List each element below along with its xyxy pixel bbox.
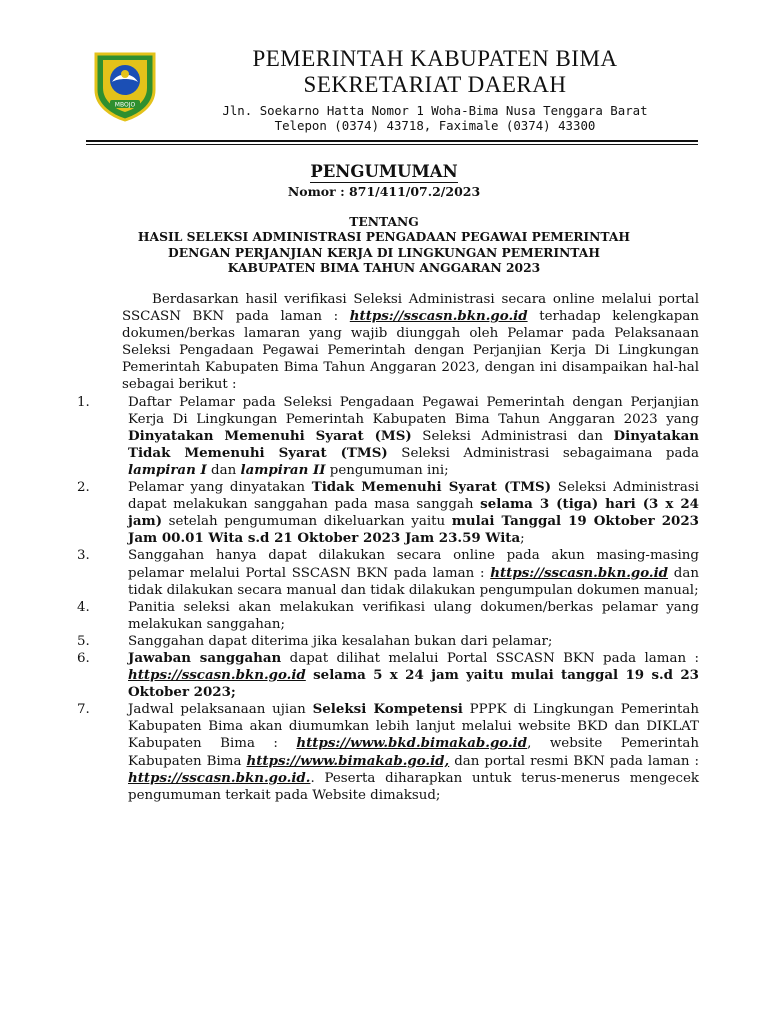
subject-line-4: KABUPATEN BIMA TAHUN ANGGARAN 2023: [227, 259, 541, 275]
letterhead-rule-thick: [86, 140, 698, 142]
link-bimakab[interactable]: https://www.bimakab.go.id,: [246, 752, 450, 769]
item-number: 5.: [77, 633, 90, 649]
announcement-items: [77, 394, 700, 804]
link-sscasn[interactable]: https://sscasn.bkn.go.id: [349, 308, 528, 325]
item-bold: Jawaban sanggahan: [128, 649, 282, 666]
item-text: . Peserta diharapkan untuk terus-menerus mengecek pengumuman terkait pada Website dimaksud;: [128, 770, 699, 803]
item-bold-italic: lampiran I: [128, 461, 207, 478]
item-text: Seleksi Administrasi sebagaimana pada: [387, 445, 700, 461]
letterhead-government: PEMERINTAH KABUPATEN BIMA: [252, 46, 618, 71]
announcement-body: [77, 291, 700, 804]
list-item: [77, 599, 699, 633]
list-item: [77, 633, 699, 650]
kabupaten-bima-emblem-icon: [92, 50, 158, 122]
item-number: 7.: [77, 702, 90, 718]
letterhead-secretariat: SEKRETARIAT DAERAH: [303, 72, 567, 97]
item-text: Daftar Pelamar pada Seleksi Pengadaan Pegawai Pemerintah dengan Perjanjian Kerja Di Lingkungan Pemerintah Kabupaten Bima Tahun Anggaran 2023 yang: [128, 394, 699, 427]
item-text: Seleksi Administrasi dapat melakukan sanggahan pada masa sanggah: [128, 480, 699, 513]
item-bold-italic: lampiran II: [240, 461, 326, 478]
item-bold: Tidak Memenuhi Syarat (TMS): [311, 479, 552, 496]
link-sscasn[interactable]: https://sscasn.bkn.go.id.: [128, 769, 311, 786]
intro-paragraph: [122, 291, 699, 394]
item-text: Panitia seleksi akan melakukan verifikasi ulang dokumen/berkas pelamar yang melakukan sanggahan;: [128, 599, 699, 632]
item-text: ;: [520, 531, 525, 547]
item-text: dan: [206, 462, 241, 478]
list-item: [77, 394, 700, 479]
item-text: Seleksi Administrasi dan: [411, 428, 614, 444]
item-text: Sanggahan dapat diterima jika kesalahan bukan dari pelamar;: [128, 633, 553, 649]
link-bkd[interactable]: https://www.bkd.bimakab.go.id: [296, 735, 528, 752]
item-bold: Seleksi Kompetensi: [312, 701, 463, 718]
item-text: Pelamar yang dinyatakan: [128, 480, 312, 496]
link-sscasn[interactable]: https://sscasn.bkn.go.id: [490, 564, 669, 581]
item-bold: Dinyatakan Tidak Memenuhi Syarat (TMS): [128, 427, 699, 461]
subject-line-3: DENGAN PERJANJIAN KERJA DI LINGKUNGAN PEMERINTAH: [168, 244, 600, 260]
letterhead-phone: Telepon (0374) 43718, Faximale (0374) 43300: [274, 118, 596, 133]
item-number: 4.: [77, 599, 90, 615]
item-bold: selama 3 (tiga) hari (3 x 24 jam): [128, 496, 699, 530]
announcement-subject: [0, 214, 768, 275]
emblem-text: MBOJO: [114, 101, 136, 109]
item-text: dan portal resmi BKN pada laman :: [449, 753, 699, 769]
intro-text-b: terhadap kelengkapan dokumen/berkas lamaran yang wajib diunggah oleh Pelamar pada Pelaksanaan Seleksi Pengadaan Pegawai Pemerintah dengan Perjanjian Kerja Di Lingkungan Pemerintah Kabupaten Bima Tahun Anggaran 2023, dengan ini disampaikan hal-hal sebagai berikut :: [122, 309, 699, 393]
item-text: Jadwal pelaksanaan ujian: [128, 702, 313, 718]
item-text: pengumuman ini;: [325, 462, 449, 478]
announcement-title: [0, 162, 768, 199]
item-bold: mulai Tanggal 19 Oktober 2023 Jam 00.01 Wita s.d 21 Oktober 2023 Jam 23.59 Wita: [128, 513, 700, 547]
item-text: , website Pemerintah Kabupaten Bima: [128, 736, 699, 769]
item-bold: Dinyatakan Memenuhi Syarat (MS): [128, 427, 412, 444]
intro-text-a: Berdasarkan hasil verifikasi Seleksi Administrasi secara online melalui portal SSCASN BKN pada laman :: [122, 292, 699, 325]
item-text: setelah pengumuman dikeluarkan yaitu: [162, 514, 452, 530]
item-number: 3.: [77, 548, 90, 564]
list-item: [77, 701, 699, 804]
subject-line-1: TENTANG: [349, 214, 419, 229]
announcement-number: Nomor : 871/411/07.2/2023: [287, 184, 481, 199]
item-number: 2.: [77, 480, 90, 496]
item-number: 1.: [77, 394, 90, 410]
list-item: [77, 479, 700, 547]
item-text: Sanggahan hanya dapat dilakukan secara online pada akun masing-masing pelamar melalui Portal SSCASN BKN pada laman :: [128, 548, 699, 581]
list-item: [77, 649, 699, 701]
item-text: dapat dilihat melalui Portal SSCASN BKN pada laman :: [281, 650, 699, 666]
letterhead-address: Jln. Soekarno Hatta Nomor 1 Woha-Bima Nusa Tenggara Barat: [222, 103, 648, 118]
letterhead-rule-thin: [86, 144, 698, 145]
item-text: PPPK di Lingkungan Pemerintah Kabupaten Bima akan diumumkan lebih lanjut melalui website BKD dan DIKLAT Kabupaten Bima :: [128, 702, 699, 752]
item-bold: selama 5 x 24 jam yaitu mulai tanggal 19 s.d 23 Oktober 2023;: [128, 667, 699, 701]
item-text: dan tidak dilakukan secara manual dan tidak dilakukan pengumpulan dokumen manual;: [128, 565, 699, 598]
list-item: [77, 547, 699, 598]
item-number: 6.: [77, 650, 90, 666]
announcement-heading: PENGUMUMAN: [310, 162, 458, 181]
subject-line-2: HASIL SELEKSI ADMINISTRASI PENGADAAN PEGAWAI PEMERINTAH: [137, 229, 631, 245]
link-sscasn[interactable]: https://sscasn.bkn.go.id: [128, 667, 306, 684]
letterhead: [175, 46, 695, 133]
